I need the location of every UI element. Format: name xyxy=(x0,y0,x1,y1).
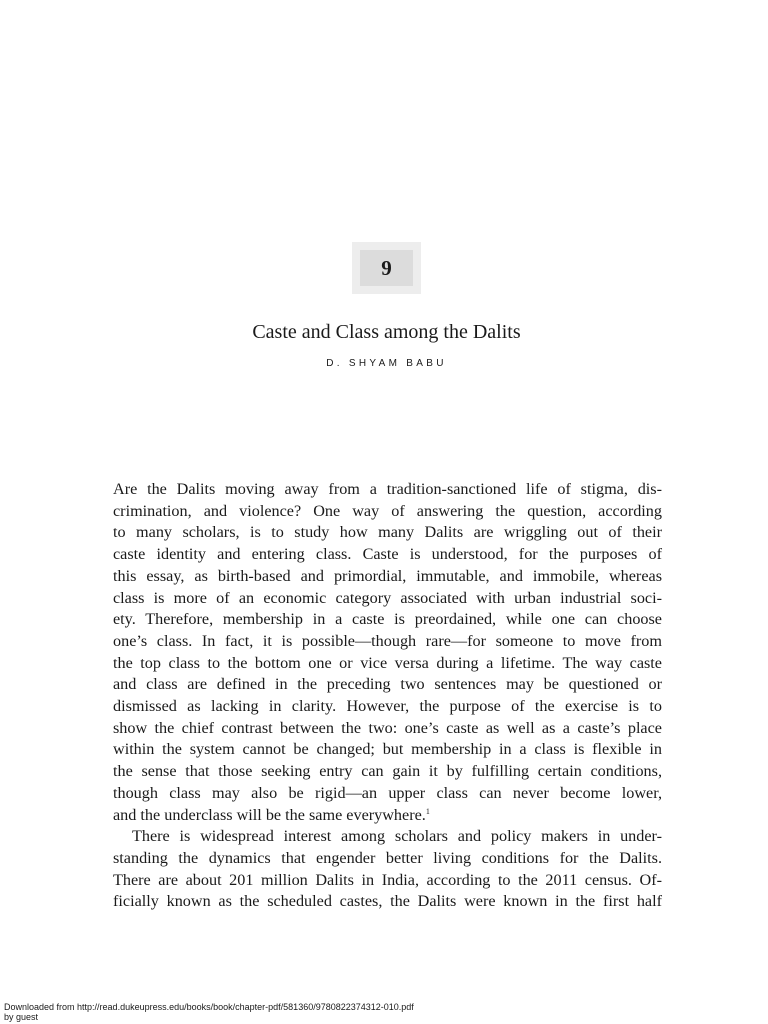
chapter-number: 9 xyxy=(360,250,413,286)
text-line-content: and the underclass will be the same everywhere. xyxy=(113,805,426,824)
text-line xyxy=(113,805,662,827)
text-line: There are about 201 million Dalits in India, according to the 2011 census. Of- xyxy=(113,870,662,889)
text-line: ety. Therefore, membership in a caste is preordained, while one can choose xyxy=(113,610,662,629)
body-text xyxy=(113,479,662,913)
text-line: Are the Dalits moving away from a tradition-sanctioned life of stigma, dis- xyxy=(113,480,662,498)
text-line: to many scholars, is to study how many Dalits are wriggling out of their xyxy=(113,523,662,542)
paragraph-2 xyxy=(113,826,662,913)
text-line: the sense that those seeking entry can gain it by fulfilling certain conditions, xyxy=(113,762,662,781)
text-line: though class may also be rigid—an upper class can never become lower, xyxy=(113,783,662,802)
text-line: class is more of an economic category associated with urban industrial soci- xyxy=(113,588,662,607)
text-line: dismissed as lacking in clarity. However, the purpose of the exercise is to xyxy=(113,697,662,716)
text-line: the top class to the bottom one or vice versa during a lifetime. The way caste xyxy=(113,653,662,672)
footnote-marker[interactable]: 1 xyxy=(425,806,430,816)
text-line: ficially known as the scheduled castes, the Dalits were known in the first half xyxy=(113,892,662,911)
chapter-author: D. SHYAM BABU xyxy=(326,358,447,369)
download-user: by guest xyxy=(4,1012,39,1022)
text-line: show the chief contrast between the two: one’s caste as well as a caste’s place xyxy=(113,718,662,737)
download-source: Downloaded from http://read.dukeupress.edu/books/book/chapter-pdf/581360/9780822374312-010.pdf xyxy=(4,1002,414,1012)
text-line: within the system cannot be changed; but membership in a class is flexible in xyxy=(113,740,662,759)
text-line: crimination, and violence? One way of answering the question, according xyxy=(113,501,662,520)
text-line: standing the dynamics that engender better living conditions for the Dalits. xyxy=(113,848,662,867)
chapter-title: Caste and Class among the Dalits xyxy=(252,321,521,343)
text-line: one’s class. In fact, it is possible—though rare—for someone to move from xyxy=(113,631,662,650)
text-line: There is widespread interest among scholars and policy makers in under- xyxy=(132,827,662,846)
chapter-number-box xyxy=(352,242,421,294)
text-line: this essay, as birth-based and primordial, immutable, and immobile, whereas xyxy=(113,566,662,585)
download-footer xyxy=(4,1002,414,1022)
text-line: and class are defined in the preceding two sentences may be questioned or xyxy=(113,675,662,694)
text-line: caste identity and entering class. Caste is understood, for the purposes of xyxy=(113,545,662,564)
paragraph-1 xyxy=(113,479,662,826)
